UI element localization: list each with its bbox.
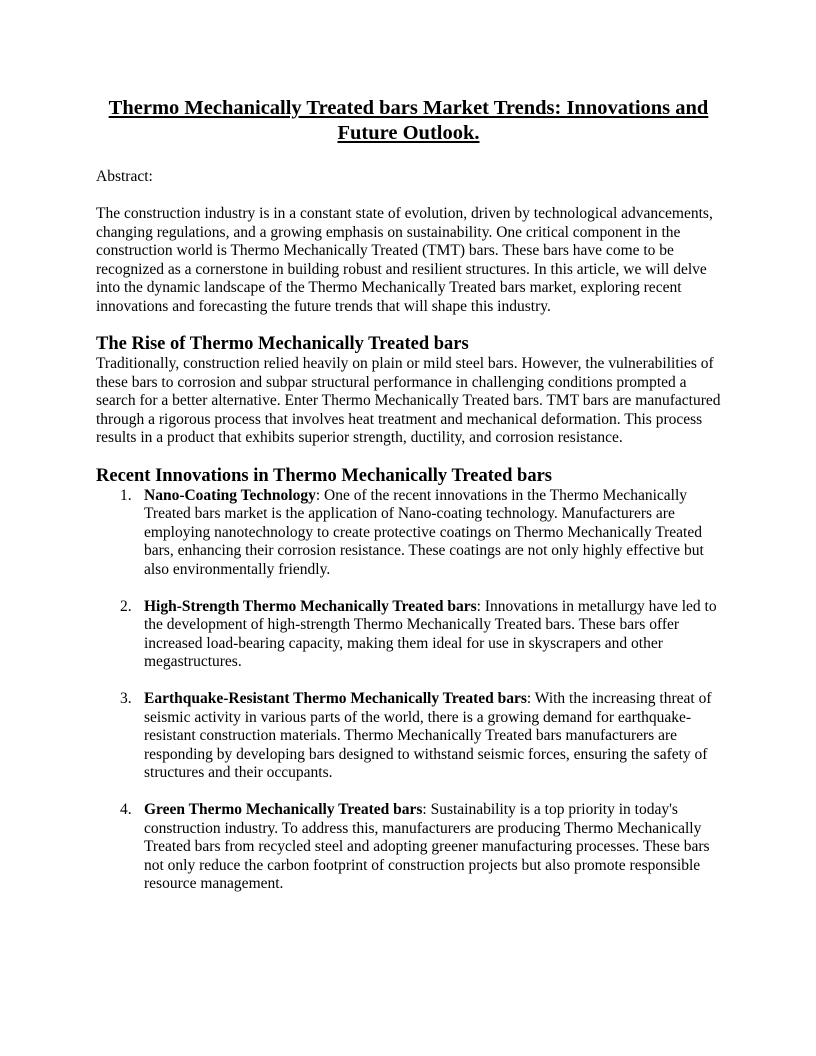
list-item	[96, 487, 721, 580]
abstract-paragraph: The construction industry is in a constant state of evolution, driven by technological advancements, changing regulations, and a growing emphasis on sustainability. One critical component in the construction world is Thermo Mechanically Treated (TMT) bars. These bars have come to be recognized as a cornerstone in building robust and resilient structures. In this article, we will delve into the dynamic landscape of the Thermo Mechanically Treated bars market, exploring recent innovations and forecasting the future trends that will shape this industry.	[96, 205, 713, 315]
list-item-number: 2.	[120, 597, 132, 615]
abstract-label: Abstract:	[96, 168, 153, 185]
list-item-term: Green Thermo Mechanically Treated bars	[144, 801, 423, 818]
list-item-term: Nano-Coating Technology	[144, 486, 316, 504]
list-item-term: Earthquake-Resistant Thermo Mechanically Treated bars	[144, 690, 527, 707]
section-heading-rise: The Rise of Thermo Mechanically Treated bars	[96, 334, 469, 354]
list-item	[96, 801, 721, 894]
list-item-number: 3.	[120, 690, 132, 707]
list-item-number: 4.	[120, 801, 132, 818]
document-title: Thermo Mechanically Treated bars Market Trends: Innovations and Future Outlook.	[108, 97, 709, 144]
list-item-number: 1.	[120, 486, 132, 504]
list-item-text: : One of the recent innovations in the Thermo Mechanically Treated bars market is the application of Nano-coating technology. Manufacturers are employing nanotechnology to create protective coatings on Thermo Mechanically Treated bars, enhancing their corrosion resistance. These coatings are not only highly effective but also environmentally friendly.	[144, 486, 704, 578]
section-heading-innovations: Recent Innovations in Thermo Mechanically Treated bars	[96, 465, 552, 486]
list-item-text: : Innovations in metallurgy have led to the development of high-strength Thermo Mechanically Treated bars. These bars offer increased load-bearing capacity, making them ideal for use in skyscrapers and other megastructures.	[144, 597, 717, 670]
list-item	[96, 690, 721, 783]
innovations-list	[96, 487, 721, 894]
document-page	[96, 96, 721, 912]
list-item-term: High-Strength Thermo Mechanically Treated bars	[144, 597, 477, 615]
section-paragraph-rise: Traditionally, construction relied heavily on plain or mild steel bars. However, the vulnerabilities of these bars to corrosion and subpar structural performance in challenging conditions prompted a search for a better alternative. Enter Thermo Mechanically Treated bars. TMT bars are manufactured through a rigorous process that involves heat treatment and mechanical deformation. This process results in a product that exhibits superior strength, ductility, and corrosion resistance.	[96, 355, 721, 446]
list-item-text: : Sustainability is a top priority in today's construction industry. To address this, manufacturers are producing Thermo Mechanically Treated bars from recycled steel and adopting greener manufacturing processes. These bars not only reduce the carbon footprint of construction projects but also promote responsible resource management.	[144, 801, 710, 892]
list-item-text: : With the increasing threat of seismic activity in various parts of the world, there is a growing demand for earthquake-resistant construction materials. Thermo Mechanically Treated bars manufacturers are responding by developing bars designed to withstand seismic forces, ensuring the safety of structures and their occupants.	[144, 690, 712, 781]
list-item	[96, 598, 721, 672]
